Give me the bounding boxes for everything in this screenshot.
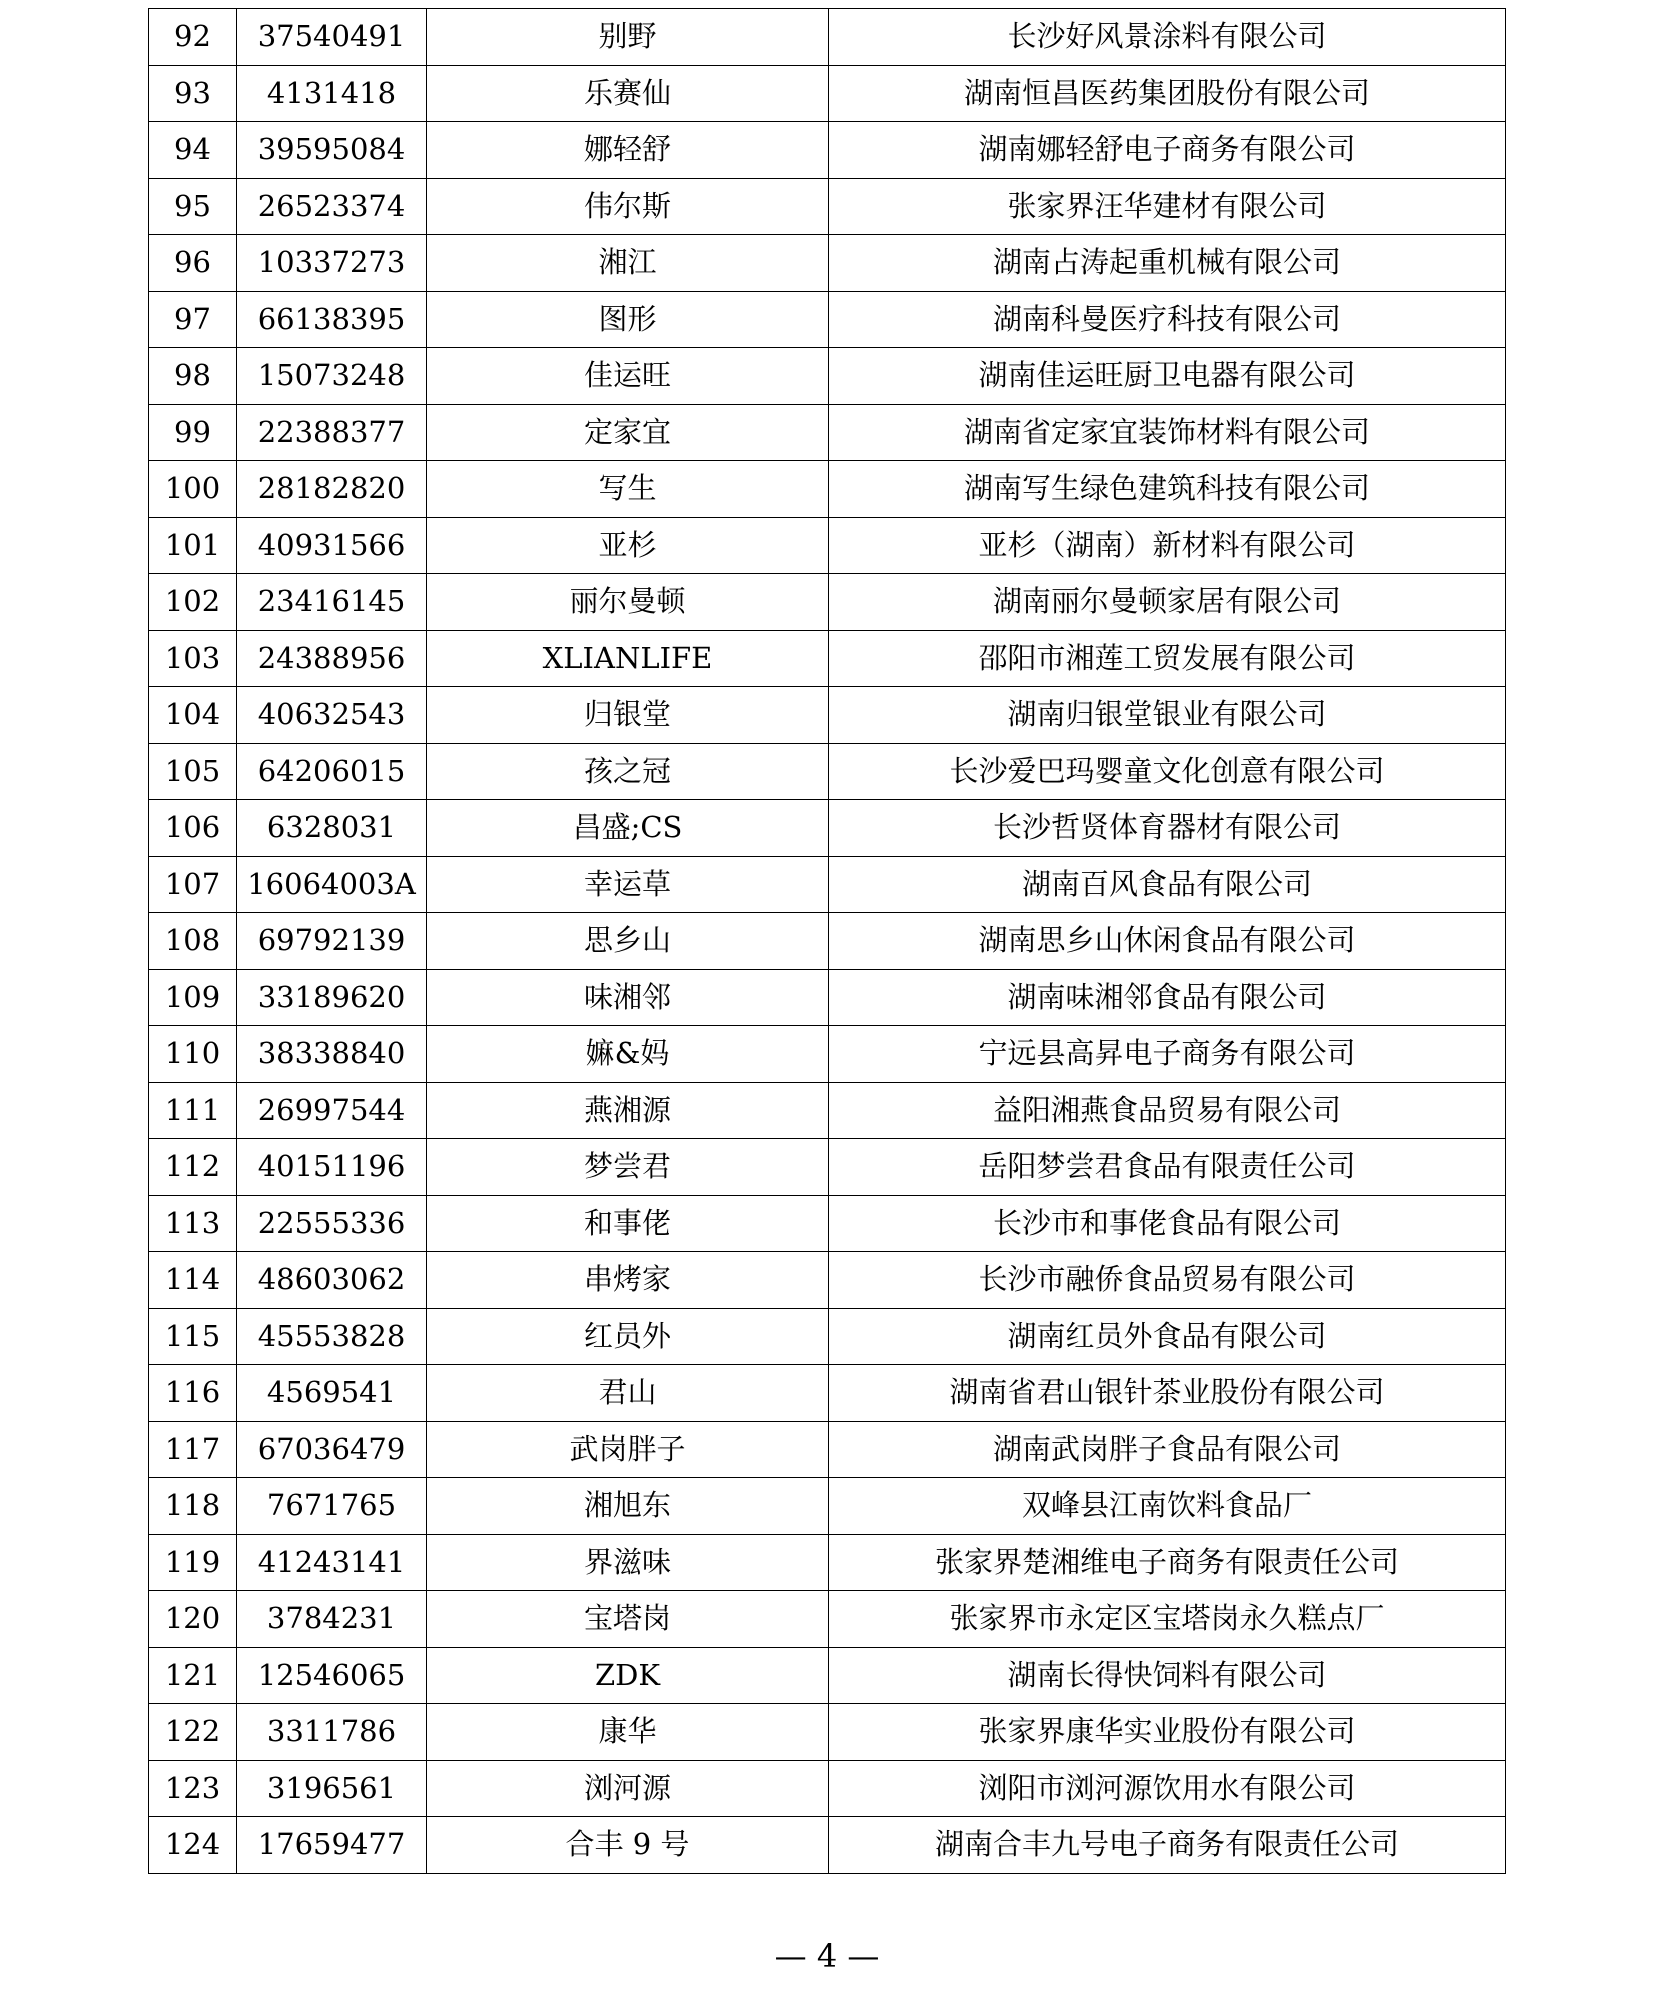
company-name-cell: 湖南红员外食品有限公司 (829, 1308, 1506, 1365)
row-number-cell: 115 (149, 1308, 237, 1365)
company-name-cell: 湖南省定家宜装饰材料有限公司 (829, 404, 1506, 461)
table-row (149, 630, 1506, 687)
trademark-cell: 武岗胖子 (427, 1421, 829, 1478)
company-name-cell: 长沙好风景涂料有限公司 (829, 9, 1506, 66)
registration-number-cell: 40931566 (237, 517, 427, 574)
registration-number-cell: 22388377 (237, 404, 427, 461)
trademark-cell: 娜轻舒 (427, 122, 829, 179)
company-name-cell: 湖南合丰九号电子商务有限责任公司 (829, 1817, 1506, 1874)
table-row (149, 1760, 1506, 1817)
company-name-cell: 长沙市融侨食品贸易有限公司 (829, 1252, 1506, 1309)
table-row (149, 913, 1506, 970)
row-number-cell: 119 (149, 1534, 237, 1591)
table-row (149, 1817, 1506, 1874)
registration-number-cell: 12546065 (237, 1647, 427, 1704)
company-name-cell: 湖南丽尔曼顿家居有限公司 (829, 574, 1506, 631)
table-row (149, 1252, 1506, 1309)
registration-number-cell: 40151196 (237, 1139, 427, 1196)
registration-number-cell: 37540491 (237, 9, 427, 66)
company-name-cell: 湖南娜轻舒电子商务有限公司 (829, 122, 1506, 179)
company-name-cell: 湖南写生绿色建筑科技有限公司 (829, 461, 1506, 518)
row-number-cell: 110 (149, 1026, 237, 1083)
table-row (149, 461, 1506, 518)
trademark-table (148, 8, 1506, 1874)
registration-number-cell: 6328031 (237, 800, 427, 857)
row-number-cell: 92 (149, 9, 237, 66)
row-number-cell: 106 (149, 800, 237, 857)
row-number-cell: 117 (149, 1421, 237, 1478)
company-name-cell: 湖南省君山银针茶业股份有限公司 (829, 1365, 1506, 1422)
company-name-cell: 湖南武岗胖子食品有限公司 (829, 1421, 1506, 1478)
table-row (149, 1478, 1506, 1535)
table-row (149, 178, 1506, 235)
registration-number-cell: 3196561 (237, 1760, 427, 1817)
row-number-cell: 124 (149, 1817, 237, 1874)
trademark-cell: XLIANLIFE (427, 630, 829, 687)
registration-number-cell: 39595084 (237, 122, 427, 179)
registration-number-cell: 10337273 (237, 235, 427, 292)
table-row (149, 348, 1506, 405)
company-name-cell: 湖南归银堂银业有限公司 (829, 687, 1506, 744)
table-row (149, 969, 1506, 1026)
trademark-cell: 康华 (427, 1704, 829, 1761)
row-number-cell: 118 (149, 1478, 237, 1535)
company-name-cell: 长沙哲贤体育器材有限公司 (829, 800, 1506, 857)
trademark-cell: 燕湘源 (427, 1082, 829, 1139)
registration-number-cell: 4569541 (237, 1365, 427, 1422)
registration-number-cell: 28182820 (237, 461, 427, 518)
table-row (149, 1026, 1506, 1083)
table-row (149, 1421, 1506, 1478)
row-number-cell: 123 (149, 1760, 237, 1817)
row-number-cell: 116 (149, 1365, 237, 1422)
row-number-cell: 98 (149, 348, 237, 405)
trademark-cell: 别野 (427, 9, 829, 66)
table-row (149, 1591, 1506, 1648)
trademark-cell: 浏河源 (427, 1760, 829, 1817)
trademark-cell: 乐赛仙 (427, 65, 829, 122)
row-number-cell: 121 (149, 1647, 237, 1704)
trademark-cell: 梦尝君 (427, 1139, 829, 1196)
company-name-cell: 湖南味湘邻食品有限公司 (829, 969, 1506, 1026)
table-row (149, 1082, 1506, 1139)
trademark-cell: 界滋味 (427, 1534, 829, 1591)
table-body (149, 9, 1506, 1874)
company-name-cell: 岳阳梦尝君食品有限责任公司 (829, 1139, 1506, 1196)
table-row (149, 122, 1506, 179)
company-name-cell: 益阳湘燕食品贸易有限公司 (829, 1082, 1506, 1139)
table-row (149, 687, 1506, 744)
company-name-cell: 宁远县高昇电子商务有限公司 (829, 1026, 1506, 1083)
row-number-cell: 101 (149, 517, 237, 574)
row-number-cell: 100 (149, 461, 237, 518)
registration-number-cell: 3311786 (237, 1704, 427, 1761)
company-name-cell: 湖南思乡山休闲食品有限公司 (829, 913, 1506, 970)
row-number-cell: 103 (149, 630, 237, 687)
registration-number-cell: 45553828 (237, 1308, 427, 1365)
row-number-cell: 95 (149, 178, 237, 235)
registration-number-cell: 16064003A (237, 856, 427, 913)
company-name-cell: 双峰县江南饮料食品厂 (829, 1478, 1506, 1535)
registration-number-cell: 24388956 (237, 630, 427, 687)
company-name-cell: 湖南百风食品有限公司 (829, 856, 1506, 913)
trademark-cell: 孩之冠 (427, 743, 829, 800)
company-name-cell: 长沙爱巴玛婴童文化创意有限公司 (829, 743, 1506, 800)
company-name-cell: 湖南科曼医疗科技有限公司 (829, 291, 1506, 348)
registration-number-cell: 22555336 (237, 1195, 427, 1252)
registration-number-cell: 33189620 (237, 969, 427, 1026)
company-name-cell: 湖南长得快饲料有限公司 (829, 1647, 1506, 1704)
table-row (149, 404, 1506, 461)
row-number-cell: 97 (149, 291, 237, 348)
trademark-cell: 宝塔岗 (427, 1591, 829, 1648)
registration-number-cell: 3784231 (237, 1591, 427, 1648)
table-row (149, 1308, 1506, 1365)
company-name-cell: 湖南佳运旺厨卫电器有限公司 (829, 348, 1506, 405)
registration-number-cell: 26997544 (237, 1082, 427, 1139)
row-number-cell: 99 (149, 404, 237, 461)
company-name-cell: 浏阳市浏河源饮用水有限公司 (829, 1760, 1506, 1817)
trademark-cell: 君山 (427, 1365, 829, 1422)
registration-number-cell: 38338840 (237, 1026, 427, 1083)
row-number-cell: 109 (149, 969, 237, 1026)
trademark-cell: 归银堂 (427, 687, 829, 744)
trademark-cell: 味湘邻 (427, 969, 829, 1026)
trademark-cell: ZDK (427, 1647, 829, 1704)
row-number-cell: 113 (149, 1195, 237, 1252)
registration-number-cell: 66138395 (237, 291, 427, 348)
trademark-cell: 湘江 (427, 235, 829, 292)
registration-number-cell: 67036479 (237, 1421, 427, 1478)
registration-number-cell: 4131418 (237, 65, 427, 122)
company-name-cell: 张家界楚湘维电子商务有限责任公司 (829, 1534, 1506, 1591)
row-number-cell: 122 (149, 1704, 237, 1761)
trademark-cell: 合丰 9 号 (427, 1817, 829, 1874)
table-row (149, 856, 1506, 913)
trademark-cell: 丽尔曼顿 (427, 574, 829, 631)
trademark-cell: 思乡山 (427, 913, 829, 970)
row-number-cell: 104 (149, 687, 237, 744)
company-name-cell: 湖南占涛起重机械有限公司 (829, 235, 1506, 292)
registration-number-cell: 48603062 (237, 1252, 427, 1309)
company-name-cell: 亚杉（湖南）新材料有限公司 (829, 517, 1506, 574)
row-number-cell: 94 (149, 122, 237, 179)
registration-number-cell: 17659477 (237, 1817, 427, 1874)
row-number-cell: 93 (149, 65, 237, 122)
registration-number-cell: 69792139 (237, 913, 427, 970)
trademark-cell: 红员外 (427, 1308, 829, 1365)
company-name-cell: 湖南恒昌医药集团股份有限公司 (829, 65, 1506, 122)
table-row (149, 1139, 1506, 1196)
page-number: — 4 — (774, 1937, 880, 1975)
trademark-cell: 写生 (427, 461, 829, 518)
table-row (149, 800, 1506, 857)
table-row (149, 517, 1506, 574)
registration-number-cell: 64206015 (237, 743, 427, 800)
row-number-cell: 107 (149, 856, 237, 913)
trademark-cell: 湘旭东 (427, 1478, 829, 1535)
row-number-cell: 105 (149, 743, 237, 800)
trademark-cell: 定家宜 (427, 404, 829, 461)
table-row (149, 1365, 1506, 1422)
row-number-cell: 112 (149, 1139, 237, 1196)
trademark-cell: 昌盛;CS (427, 800, 829, 857)
table-row (149, 574, 1506, 631)
company-name-cell: 张家界汪华建材有限公司 (829, 178, 1506, 235)
trademark-cell: 亚杉 (427, 517, 829, 574)
trademark-cell: 图形 (427, 291, 829, 348)
table-row (149, 65, 1506, 122)
registration-number-cell: 7671765 (237, 1478, 427, 1535)
company-name-cell: 张家界康华实业股份有限公司 (829, 1704, 1506, 1761)
trademark-cell: 串烤家 (427, 1252, 829, 1309)
trademark-cell: 佳运旺 (427, 348, 829, 405)
trademark-cell: 嫲&妈 (427, 1026, 829, 1083)
table-row (149, 1195, 1506, 1252)
company-name-cell: 长沙市和事佬食品有限公司 (829, 1195, 1506, 1252)
row-number-cell: 111 (149, 1082, 237, 1139)
registration-number-cell: 26523374 (237, 178, 427, 235)
table-row (149, 235, 1506, 292)
registration-number-cell: 40632543 (237, 687, 427, 744)
row-number-cell: 114 (149, 1252, 237, 1309)
row-number-cell: 120 (149, 1591, 237, 1648)
table-row (149, 1534, 1506, 1591)
trademark-cell: 和事佬 (427, 1195, 829, 1252)
table-row (149, 743, 1506, 800)
row-number-cell: 102 (149, 574, 237, 631)
table-row (149, 1647, 1506, 1704)
company-name-cell: 邵阳市湘莲工贸发展有限公司 (829, 630, 1506, 687)
row-number-cell: 108 (149, 913, 237, 970)
registration-number-cell: 23416145 (237, 574, 427, 631)
company-name-cell: 张家界市永定区宝塔岗永久糕点厂 (829, 1591, 1506, 1648)
registration-number-cell: 41243141 (237, 1534, 427, 1591)
table-row (149, 9, 1506, 66)
trademark-cell: 伟尔斯 (427, 178, 829, 235)
trademark-cell: 幸运草 (427, 856, 829, 913)
table-row (149, 1704, 1506, 1761)
table-row (149, 291, 1506, 348)
row-number-cell: 96 (149, 235, 237, 292)
registration-number-cell: 15073248 (237, 348, 427, 405)
